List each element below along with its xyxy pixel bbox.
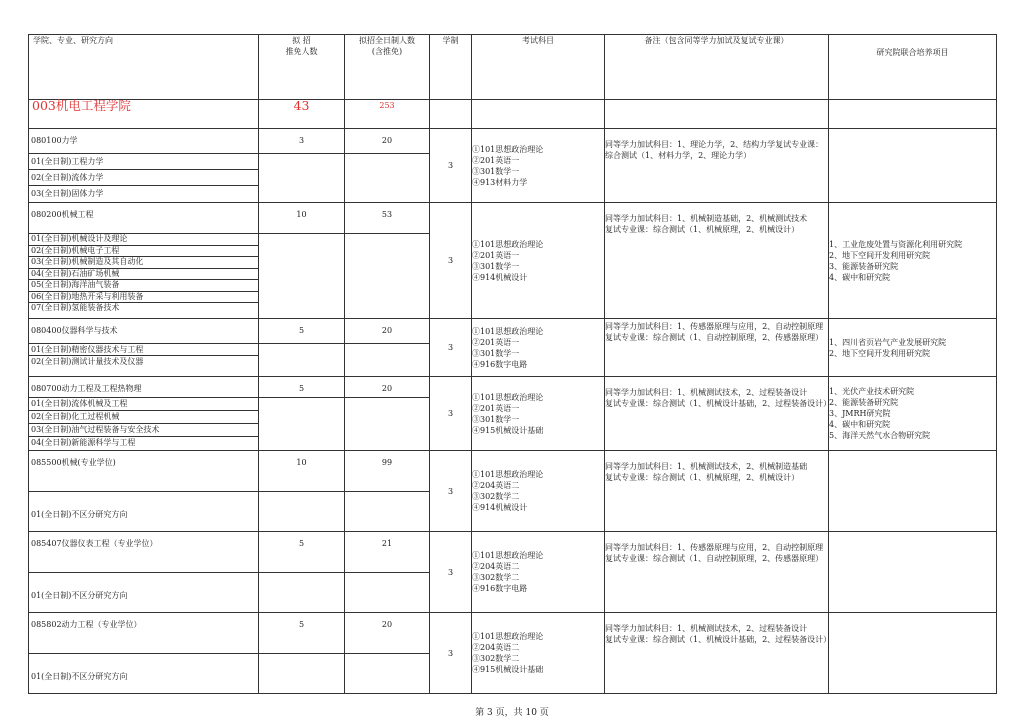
major-exams (472, 451, 605, 532)
direction-item: 01(全日制)不区分研究方向 (29, 491, 258, 531)
major-notes (605, 451, 829, 532)
exam-subject: ③301数学一 (472, 348, 520, 358)
direction-item: 07(全日制)氢能装备技术 (29, 302, 258, 314)
direction-item: 02(全日制)化工过程机械 (29, 410, 258, 423)
note-text: 同等学力加试科目：1、机械测试技术，2、过程装备设计 (605, 624, 808, 633)
major-years: 3 (430, 377, 472, 451)
exam-subject: ②204英语二 (472, 562, 520, 571)
institute-item: 2、地下空间开发利用研究院 (829, 348, 931, 358)
institute-item: 2、地下空间开发利用研究院 (829, 250, 931, 260)
exam-subject: ①101思想政治理论 (472, 326, 544, 336)
note-text: 同等学力加试科目：1、机械测试技术，2、过程装备设计 (605, 388, 808, 397)
major-fulltime-cell (345, 129, 430, 203)
note-text: 同等学力加试科目：1、理论力学，2、结构力学复试专业课：综合测试（1、材料力学，2、理论力学） (605, 140, 824, 160)
major-fulltime: 20 (381, 326, 393, 335)
major-name: 080100力学 (31, 136, 78, 145)
exam-subject: ④915机械设计基础 (472, 425, 544, 435)
major-recommend-cell (259, 377, 345, 451)
exam-subject: ①101思想政治理论 (472, 551, 544, 560)
institute-item: 3、JMRH研究院 (829, 409, 891, 418)
institute-item: 4、碳中和研究院 (829, 272, 891, 282)
fulltime-divider (345, 153, 429, 154)
note-text: 同等学力加试科目：1、机械制造基础，2、机械测试技术 (605, 214, 808, 223)
college-institutes (829, 100, 997, 129)
direction-item: 06(全日制)地热开采与利用装备 (29, 291, 258, 303)
direction-item: 01(全日制)流体机械及工程 (29, 397, 258, 410)
recommend-divider (259, 343, 344, 344)
fulltime-divider (345, 572, 429, 573)
exam-subject: ①101思想政治理论 (472, 470, 544, 479)
major-notes (605, 532, 829, 613)
exam-subject: ④914机械设计 (472, 503, 528, 512)
exam-subject: ①101思想政治理论 (472, 392, 544, 402)
note-text: 同等学力加试科目：1、机械测试技术，2、机械制造基础 (605, 462, 808, 471)
institute-item: 1、四川省页岩气产业发展研究院 (829, 337, 947, 347)
exam-subject: ③301数学一 (472, 261, 520, 271)
major-recommend: 5 (298, 384, 305, 393)
direction-item: 04(全日制)新能源科学与工程 (29, 436, 258, 449)
major-years: 3 (430, 451, 472, 532)
major-fulltime-cell (345, 451, 430, 532)
major-cell (29, 319, 259, 377)
institute-item: 2、能源装备研究院 (829, 398, 899, 407)
note-text: 同等学力加试科目：1、传感器原理与应用，2、自动控制原理 (605, 322, 824, 331)
major-recommend-cell (259, 613, 345, 694)
exam-subject: ②204英语二 (472, 643, 520, 652)
major-fulltime: 53 (381, 210, 393, 219)
major-fulltime-cell (345, 319, 430, 377)
major-fulltime: 20 (381, 620, 393, 629)
header-col-institutes: 研究院联合培养项目 (829, 35, 997, 100)
major-exams (472, 532, 605, 613)
exam-subject: ④914机械设计 (472, 272, 528, 282)
header-col-fulltime (345, 35, 430, 100)
fulltime-divider (345, 491, 429, 492)
major-recommend: 5 (298, 539, 305, 548)
exam-subject: ③302数学二 (472, 654, 520, 663)
major-recommend: 5 (298, 326, 305, 335)
header-col-exams: 考试科目 (472, 35, 605, 100)
major-exams (472, 613, 605, 694)
exam-subject: ③302数学二 (472, 573, 520, 582)
exam-subject: ①101思想政治理论 (472, 144, 544, 154)
recommend-divider (259, 653, 344, 654)
major-notes (605, 377, 832, 451)
institute-item: 1、光伏产业技术研究院 (829, 387, 915, 396)
major-institutes (829, 532, 997, 613)
exam-subject: ②201英语一 (472, 337, 520, 347)
college-name: 003机电工程学院 (29, 100, 259, 129)
exam-subject: ①101思想政治理论 (472, 632, 544, 641)
major-row (29, 129, 997, 203)
major-recommend-cell (259, 129, 345, 203)
exam-subject: ④916数字电路 (472, 359, 528, 369)
major-fulltime: 20 (381, 384, 393, 393)
institute-item: 3、能源装备研究院 (829, 261, 899, 271)
header-col-recommend (259, 35, 345, 100)
exam-subject: ④915机械设计基础 (472, 665, 544, 674)
header-col-years: 学制 (430, 35, 472, 100)
recommend-divider (259, 153, 344, 154)
college-fulltime: 253 (345, 100, 430, 129)
exam-subject: ②204英语二 (472, 481, 520, 490)
recommend-divider (259, 491, 344, 492)
major-fulltime-cell (345, 377, 430, 451)
major-years: 3 (430, 203, 472, 319)
major-institutes (829, 203, 997, 319)
major-row (29, 203, 997, 319)
major-years: 3 (430, 129, 472, 203)
major-fulltime-cell (345, 203, 430, 319)
exam-subject: ③301数学一 (472, 166, 520, 176)
college-row (29, 100, 997, 129)
major-row (29, 613, 997, 694)
major-cell (29, 532, 259, 613)
direction-item: 03(全日制)油气过程装备与安全技术 (29, 423, 258, 436)
recommend-divider (259, 397, 344, 398)
major-cell (29, 129, 259, 203)
major-exams (472, 377, 605, 451)
major-years: 3 (430, 319, 472, 377)
exam-subject: ①101思想政治理论 (472, 239, 544, 249)
major-institutes (829, 319, 997, 377)
header-recommend-line2: 推免人数 (285, 47, 318, 56)
major-institutes (829, 377, 997, 451)
major-name: 085407仪器仪表工程（专业学位） (31, 539, 158, 548)
direction-item: 05(全日制)海洋油气装备 (29, 279, 258, 291)
major-name: 080400仪器科学与技术 (31, 326, 118, 335)
institute-item: 4、碳中和研究院 (829, 420, 891, 429)
direction-item: 01(全日制)精密仪器技术与工程 (29, 343, 258, 355)
fulltime-divider (345, 653, 429, 654)
direction-item: 01(全日制)不区分研究方向 (29, 572, 258, 612)
direction-item: 04(全日制)石油矿场机械 (29, 268, 258, 280)
major-notes (605, 129, 829, 203)
major-institutes (829, 129, 997, 203)
college-notes (605, 100, 829, 129)
major-recommend-cell (259, 319, 345, 377)
major-row (29, 451, 997, 532)
note-text: 复试专业课：综合测试（1、机械原理，2、机械设计） (605, 225, 800, 234)
major-row (29, 532, 997, 613)
header-fulltime-line2: (含推免) (371, 47, 403, 56)
recommend-divider (259, 572, 344, 573)
major-fulltime: 99 (381, 458, 393, 467)
major-name: 080700动力工程及工程热物理 (31, 384, 142, 393)
major-fulltime: 21 (381, 539, 393, 548)
major-recommend-cell (259, 532, 345, 613)
direction-item: 01(全日制)工程力学 (29, 153, 258, 169)
major-exams (472, 129, 605, 203)
major-name: 080200机械工程 (31, 210, 94, 219)
fulltime-divider (345, 343, 429, 344)
institute-item: 1、工业危废处置与资源化利用研究院 (829, 239, 963, 249)
major-notes (605, 203, 829, 319)
header-fulltime-line1: 拟招全日制人数 (359, 36, 415, 45)
institute-item: 5、海洋天然气水合物研究院 (829, 431, 931, 440)
college-exams (472, 100, 605, 129)
major-cell (29, 203, 259, 319)
note-text: 复试专业课：综合测试（1、机械设计基础，2、过程装备设计） (605, 635, 832, 644)
major-recommend: 10 (296, 210, 307, 219)
fulltime-divider (345, 397, 429, 398)
exam-subject: ②201英语一 (472, 250, 520, 260)
major-notes (605, 613, 832, 694)
major-name: 085802动力工程（专业学位） (31, 620, 142, 629)
direction-item: 02(全日制)流体力学 (29, 169, 258, 185)
exam-subject: ②201英语一 (472, 403, 520, 413)
exam-subject: ④916数字电路 (472, 584, 528, 593)
direction-item: 03(全日制)机械制造及其自动化 (29, 256, 258, 268)
exam-subject: ④913材料力学 (472, 177, 528, 187)
major-exams (472, 203, 605, 319)
college-recommend: 43 (259, 100, 345, 129)
header-col-major: 学院、专业、研究方向 (29, 35, 259, 100)
major-row (29, 319, 997, 377)
note-text: 复试专业课：综合测试（1、自动控制原理，2、传感器原理） (605, 554, 824, 563)
major-years: 3 (430, 532, 472, 613)
major-institutes (829, 451, 997, 532)
major-fulltime: 20 (381, 136, 393, 145)
note-text: 复试专业课：综合测试（1、自动控制原理，2、传感器原理） (605, 333, 824, 342)
direction-item: 01(全日制)不区分研究方向 (29, 653, 258, 693)
exam-subject: ③301数学一 (472, 414, 520, 424)
major-exams (472, 319, 605, 377)
major-recommend-cell (259, 203, 345, 319)
note-text: 复试专业课：综合测试（1、机械设计基础，2、过程装备设计） (605, 399, 832, 408)
major-recommend: 5 (298, 620, 305, 629)
major-fulltime-cell (345, 613, 430, 694)
recommend-divider (259, 233, 344, 234)
note-text: 同等学力加试科目：1、传感器原理与应用，2、自动控制原理 (605, 543, 824, 552)
fulltime-divider (345, 233, 429, 234)
major-cell (29, 613, 259, 694)
direction-item: 01(全日制)机械设计及理论 (29, 233, 258, 245)
direction-item: 02(全日制)机械电子工程 (29, 245, 258, 257)
major-fulltime-cell (345, 532, 430, 613)
college-years (430, 100, 472, 129)
major-cell (29, 451, 259, 532)
major-name: 085500机械(专业学位) (31, 458, 116, 467)
enrollment-table (28, 34, 997, 694)
major-institutes (829, 613, 997, 694)
exam-subject: ③302数学二 (472, 492, 520, 501)
page-footer: 第 3 页，共 10 页 (475, 708, 549, 718)
major-recommend: 10 (296, 458, 307, 467)
note-text: 复试专业课：综合测试（1、机械原理，2、机械设计） (605, 473, 800, 482)
major-recommend: 3 (298, 136, 305, 145)
majors-body (29, 129, 997, 694)
header-col-notes: 备注（包含同等学力加试及复试专业课） (605, 35, 829, 100)
header-row (29, 35, 997, 100)
direction-item: 03(全日制)固体力学 (29, 185, 258, 201)
major-years: 3 (430, 613, 472, 694)
major-notes (605, 319, 829, 377)
major-cell (29, 377, 259, 451)
header-recommend-line1: 拟 招 (292, 36, 311, 45)
major-recommend-cell (259, 451, 345, 532)
major-row (29, 377, 997, 451)
direction-item: 02(全日制)测试计量技术及仪器 (29, 355, 258, 367)
exam-subject: ②201英语一 (472, 155, 520, 165)
